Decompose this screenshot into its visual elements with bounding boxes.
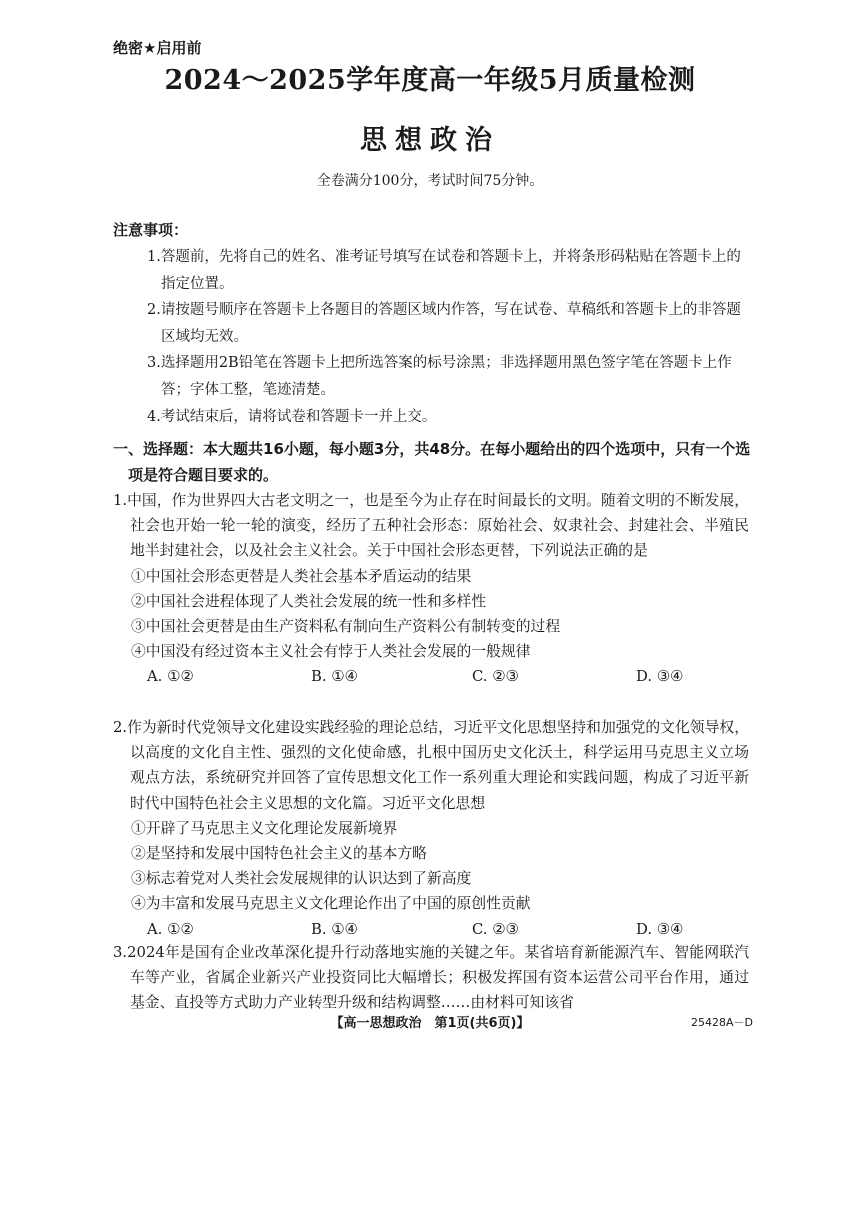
question-stem: 3.2024年是国有企业改革深化提升行动落地实施的关键之年。某省培育新能源汽车、智能网联汽车等产业，省属企业新兴产业投资同比大幅增长；积极发挥国有资本运营公司平台作用，通过基金、直投等方式助力产业转型升级和结构调整……由材料可知该省 [113,944,749,1012]
question-option: ③中国社会更替是由生产资料私有制向生产资料公有制转变的过程 [131,618,561,636]
question-option: ④为丰富和发展马克思主义文化理论作出了中国的原创性贡献 [131,895,531,913]
section-heading: 一、选择题：本大题共16小题，每小题3分，共48分。在每小题给出的四个选项中，只有一个选项是符合题目要求的。 [113,440,751,484]
choice-d: D. ③④ [636,920,684,938]
question-option: ③标志着党对人类社会发展规律的认识达到了新高度 [131,870,472,888]
answer-choices [113,917,749,942]
subject-title: 思想政治 [360,125,500,156]
question-option: ①开辟了马克思主义文化理论发展新境界 [131,819,398,837]
choice-a: A. ①② [147,668,194,686]
page-footer: 【高一思想政治 第1页(共6页)】 [330,1016,530,1031]
note-item: 4.考试结束后，请将试卷和答题卡一并上交。 [147,408,437,425]
notes-heading: 注意事项： [113,221,189,239]
question-option: ②是坚持和发展中国特色社会主义的基本方略 [131,845,427,863]
answer-choices [113,664,749,689]
choice-b: B. ①④ [311,668,358,686]
question-option: ②中国社会进程体现了人类社会发展的统一性和多样性 [131,592,487,610]
note-item: 1.答题前，先将自己的姓名、准考证号填写在试卷和答题卡上，并将条形码粘贴在答题卡上的指定位置。 [147,249,741,292]
question-stem: 2.作为新时代党领导文化建设实践经验的理论总结，习近平文化思想坚持和加强党的文化领导权，以高度的文化自主性、强烈的文化使命感，扎根中国历史文化沃土，科学运用马克思主义立场观点方法，系统研究并回答了宣传思想文化工作一系列重大理论和实践问题，构成了习近平新时代中国特色社会主义思想的文化篇。习近平文化思想 [113,719,749,812]
choice-c: C. ②③ [472,668,519,686]
notes-list [147,244,747,430]
question-option: ①中国社会形态更替是人类社会基本矛盾运动的结果 [131,567,472,585]
secret-label: 绝密★启用前 [113,39,202,57]
choice-a: A. ①② [147,920,194,938]
question-2 [113,715,749,942]
score-line: 全卷满分100分，考试时间75分钟。 [316,173,544,189]
choice-d: D. ③④ [636,668,684,686]
note-item: 2.请按题号顺序在答题卡上各题目的答题区域内作答，写在试卷、草稿纸和答题卡上的非答题区域均无效。 [147,302,741,345]
choice-b: B. ①④ [311,920,358,938]
exam-title: 2024～2025学年度高一年级5月质量检测 [164,65,696,96]
question-3 [113,940,749,1016]
question-stem: 1.中国，作为世界四大古老文明之一，也是至今为止存在时间最长的文明。随着文明的不断发展，社会也开始一轮一轮的演变，经历了五种社会形态：原始社会、奴隶社会、封建社会、半殖民地半封建社会，以及社会主义社会。关于中国社会形态更替，下列说法正确的是 [113,492,749,560]
question-option: ④中国没有经过资本主义社会有悖于人类社会发展的一般规律 [131,643,531,661]
paper-code: 25428A－D [691,1016,753,1029]
note-item: 3.选择题用2B铅笔在答题卡上把所选答案的标号涂黑；非选择题用黑色签字笔在答题卡上作答；字体工整，笔迹清楚。 [147,355,732,398]
question-1 [113,488,749,689]
choice-c: C. ②③ [472,920,519,938]
